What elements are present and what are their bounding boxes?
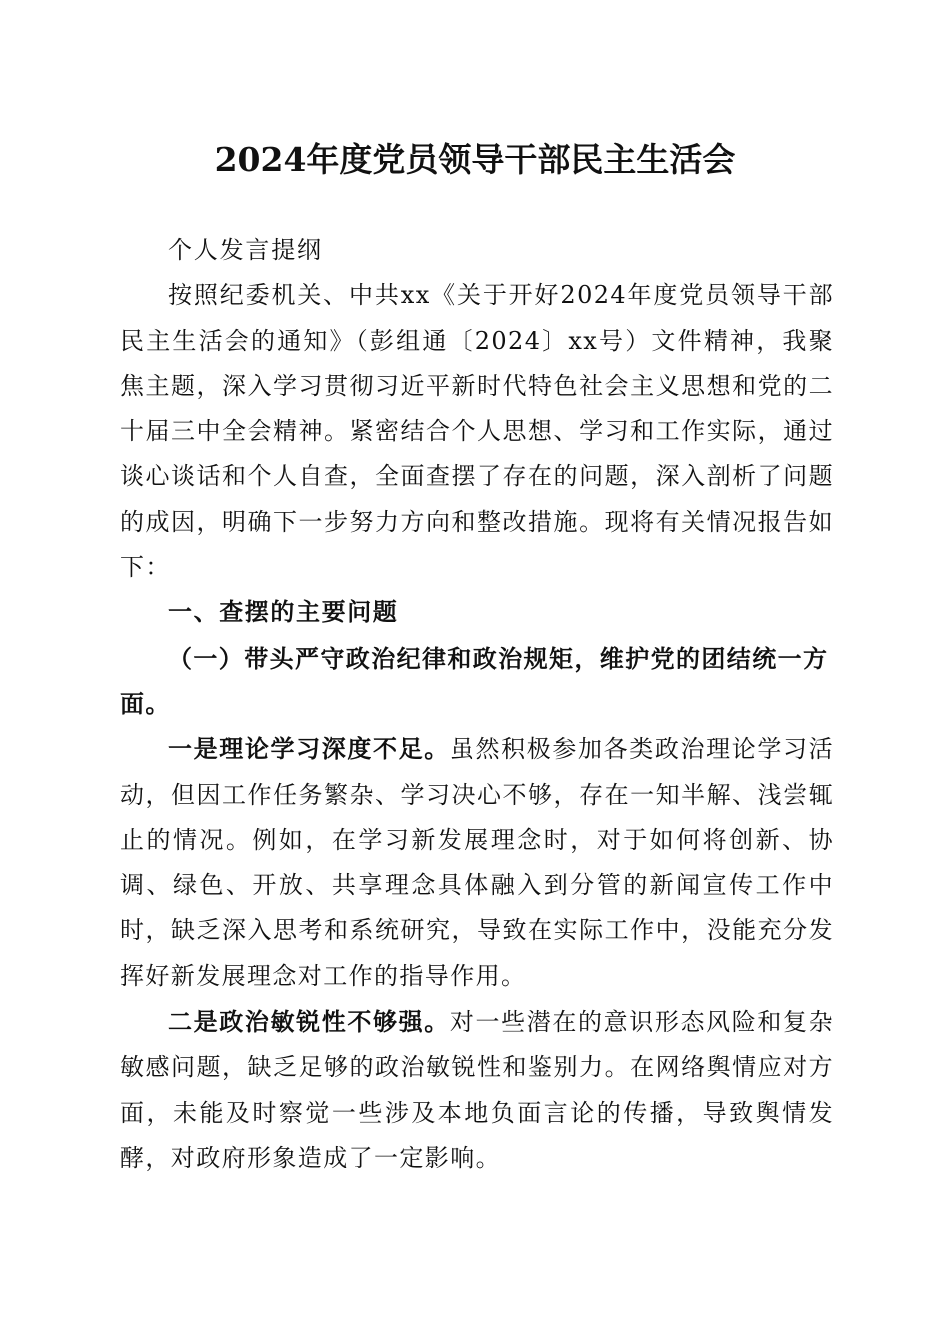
intro-paragraph: 按照纪委机关、中共xx《关于开好2024年度党员领导干部民主生活会的通知》（彭组通〔2024〕xx号）文件精神，我聚焦主题，深入学习贯彻习近平新时代特色社会主义思想和党的二十届三中全会精神。紧密结合个人思想、学习和工作实际，通过谈心谈话和个人自查，全面查摆了存在的问题，深入剖析了问题的成因，明确下一步努力方向和整改措施。现将有关情况报告如下：	[120, 281, 834, 582]
point-2-lead: 二是政治敏锐性不够强。	[168, 1007, 450, 1037]
section-heading-main-problems: 一、查摆的主要问题	[168, 598, 399, 627]
point-2-text: 对一些潜在的意识形态风险和复杂敏感问题，缺乏足够的政治敏锐性和鉴别力。在网络舆情应对方面，未能及时察觉一些涉及本地负面言论的传播，导致舆情发酵，对政府形象造成了一定影响。	[120, 1008, 835, 1172]
document-title: 2024年度党员领导干部民主生活会	[214, 140, 736, 179]
point-2-paragraph	[120, 999, 834, 1181]
point-1-text: 虽然积极参加各类政治理论学习活动，但因工作任务繁杂、学习决心不够，存在一知半解、浅尝辄止的情况。例如，在学习新发展理念时，对于如何将创新、协调、绿色、开放、共享理念具体融入到分管的新闻宣传工作中时，缺乏深入思考和系统研究，导致在实际工作中，没能充分发挥好新发展理念对工作的指导作用。	[120, 735, 835, 990]
subsection-heading-political-discipline: （一）带头严守政治纪律和政治规矩，维护党的团结统一方面。	[120, 643, 829, 718]
document-body	[120, 228, 834, 1181]
point-1-paragraph	[120, 726, 834, 999]
speech-outline-subtitle: 个人发言提纲	[168, 236, 323, 264]
point-1-lead: 一是理论学习深度不足。	[168, 734, 450, 764]
